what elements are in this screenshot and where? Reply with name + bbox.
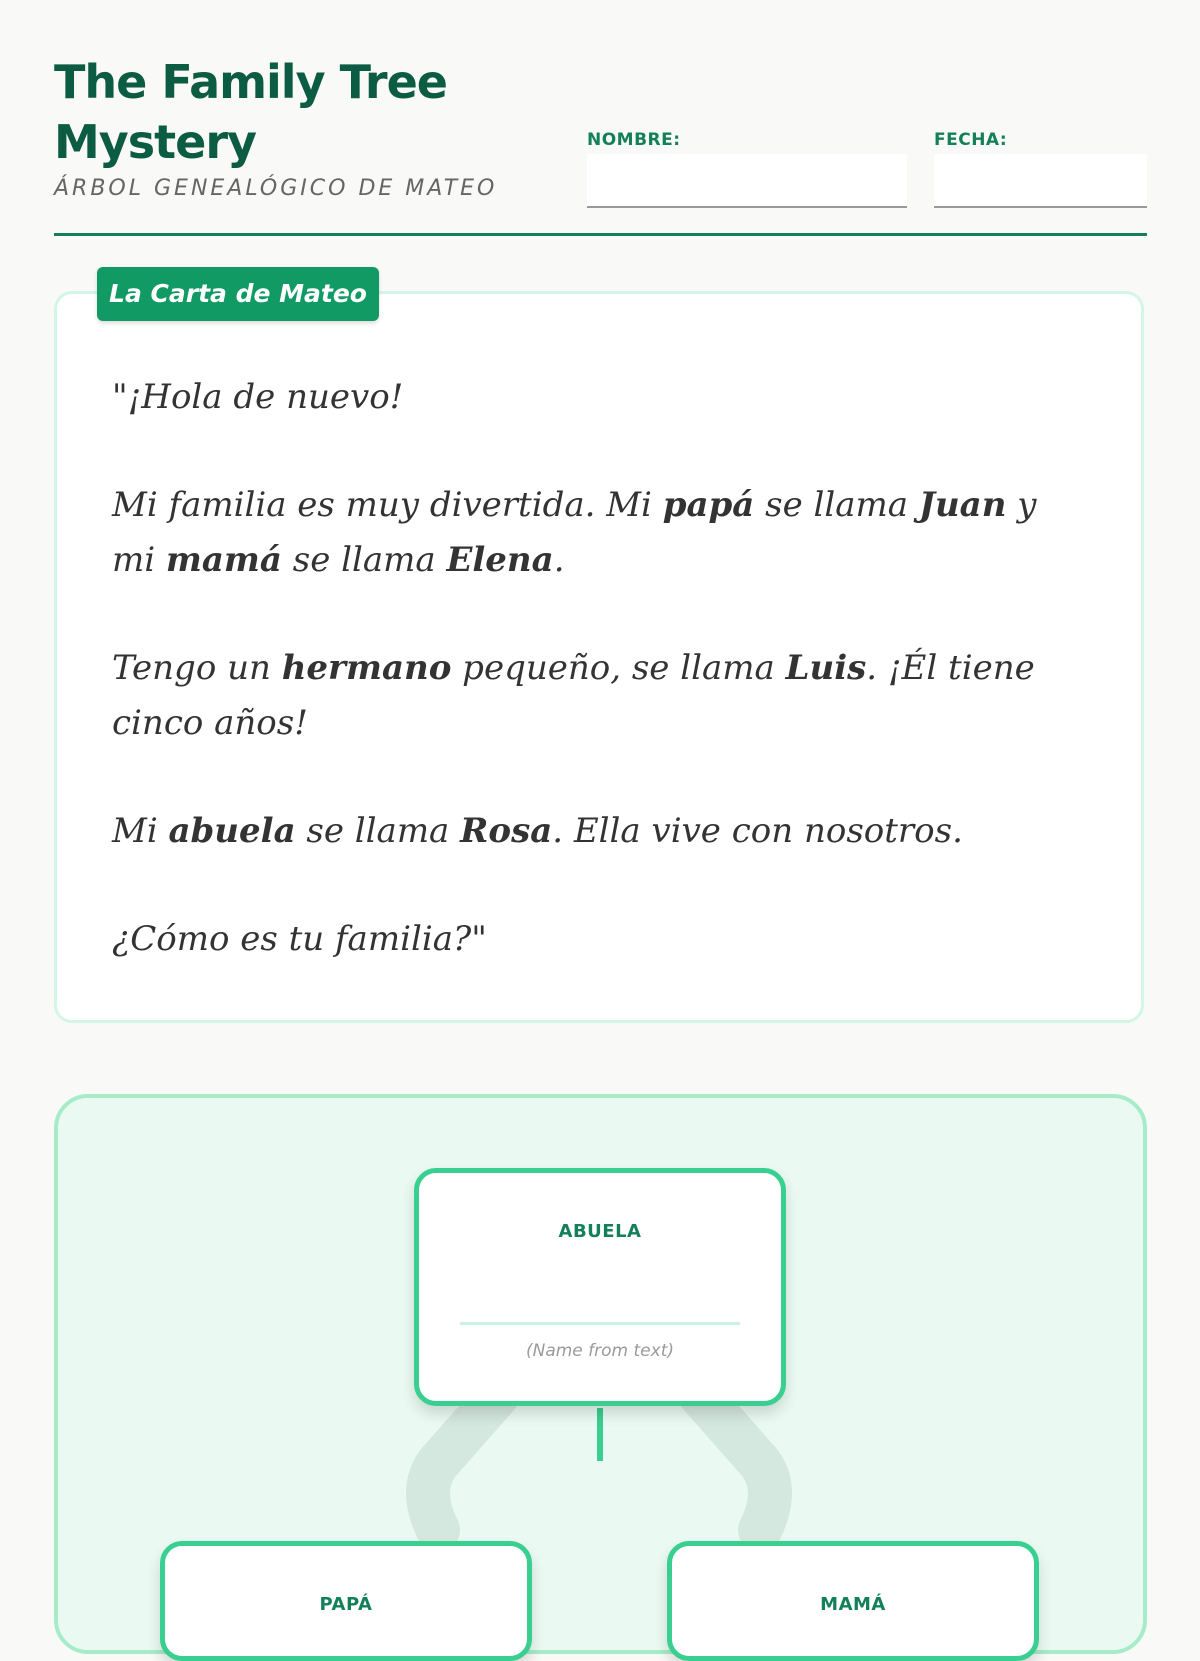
node-mama-role: MAMÁ xyxy=(820,1594,886,1615)
name-luis: Luis xyxy=(785,648,867,688)
letter-text: se llama xyxy=(281,540,447,580)
name-rosa: Rosa xyxy=(460,811,553,851)
letter-text: . Ella vive con nosotros. xyxy=(552,811,963,851)
node-abuela-answer-line[interactable] xyxy=(460,1322,740,1325)
title-line-2: Mystery xyxy=(54,115,256,169)
node-abuela-role: ABUELA xyxy=(558,1221,642,1242)
node-papa-role: PAPÁ xyxy=(319,1594,373,1615)
letter-text: . xyxy=(553,540,565,580)
title-line-1: The Family Tree xyxy=(54,55,447,109)
node-abuela xyxy=(414,1168,786,1406)
keyword-papa: papá xyxy=(662,485,755,525)
letter-text: y mi xyxy=(112,485,1037,580)
letter-text: pequeño, se llama xyxy=(451,648,786,688)
date-label: FECHA: xyxy=(934,130,1008,150)
name-juan: Juan xyxy=(918,485,1007,525)
connector-left xyxy=(428,1395,498,1530)
letter-text: Mi xyxy=(112,811,169,851)
name-label: NOMBRE: xyxy=(587,130,681,150)
name-elena: Elena xyxy=(446,540,554,580)
connector-right xyxy=(700,1395,770,1530)
letter-closing: ¿Cómo es tu familia?" xyxy=(112,919,487,959)
letter-text: Mi familia es muy divertida. Mi xyxy=(112,485,663,525)
keyword-hermano: hermano xyxy=(281,648,452,688)
node-abuela-hint: (Name from text) xyxy=(525,1341,674,1361)
node-papa xyxy=(160,1541,532,1661)
worksheet-subtitle: ÁRBOL GENEALÓGICO DE MATEO xyxy=(54,176,498,201)
letter-tab-label: La Carta de Mateo xyxy=(97,267,379,321)
letter-greeting: "¡Hola de nuevo! xyxy=(112,377,404,417)
node-mama xyxy=(667,1541,1039,1661)
keyword-mama: mamá xyxy=(165,540,282,580)
connector-stem xyxy=(597,1408,603,1461)
letter-text: . ¡Él tiene cinco años! xyxy=(112,648,1035,743)
letter-text: se llama xyxy=(754,485,919,525)
keyword-abuela: abuela xyxy=(168,811,296,851)
letter-text: Tengo un xyxy=(112,648,282,688)
letter-text: se llama xyxy=(295,811,461,851)
